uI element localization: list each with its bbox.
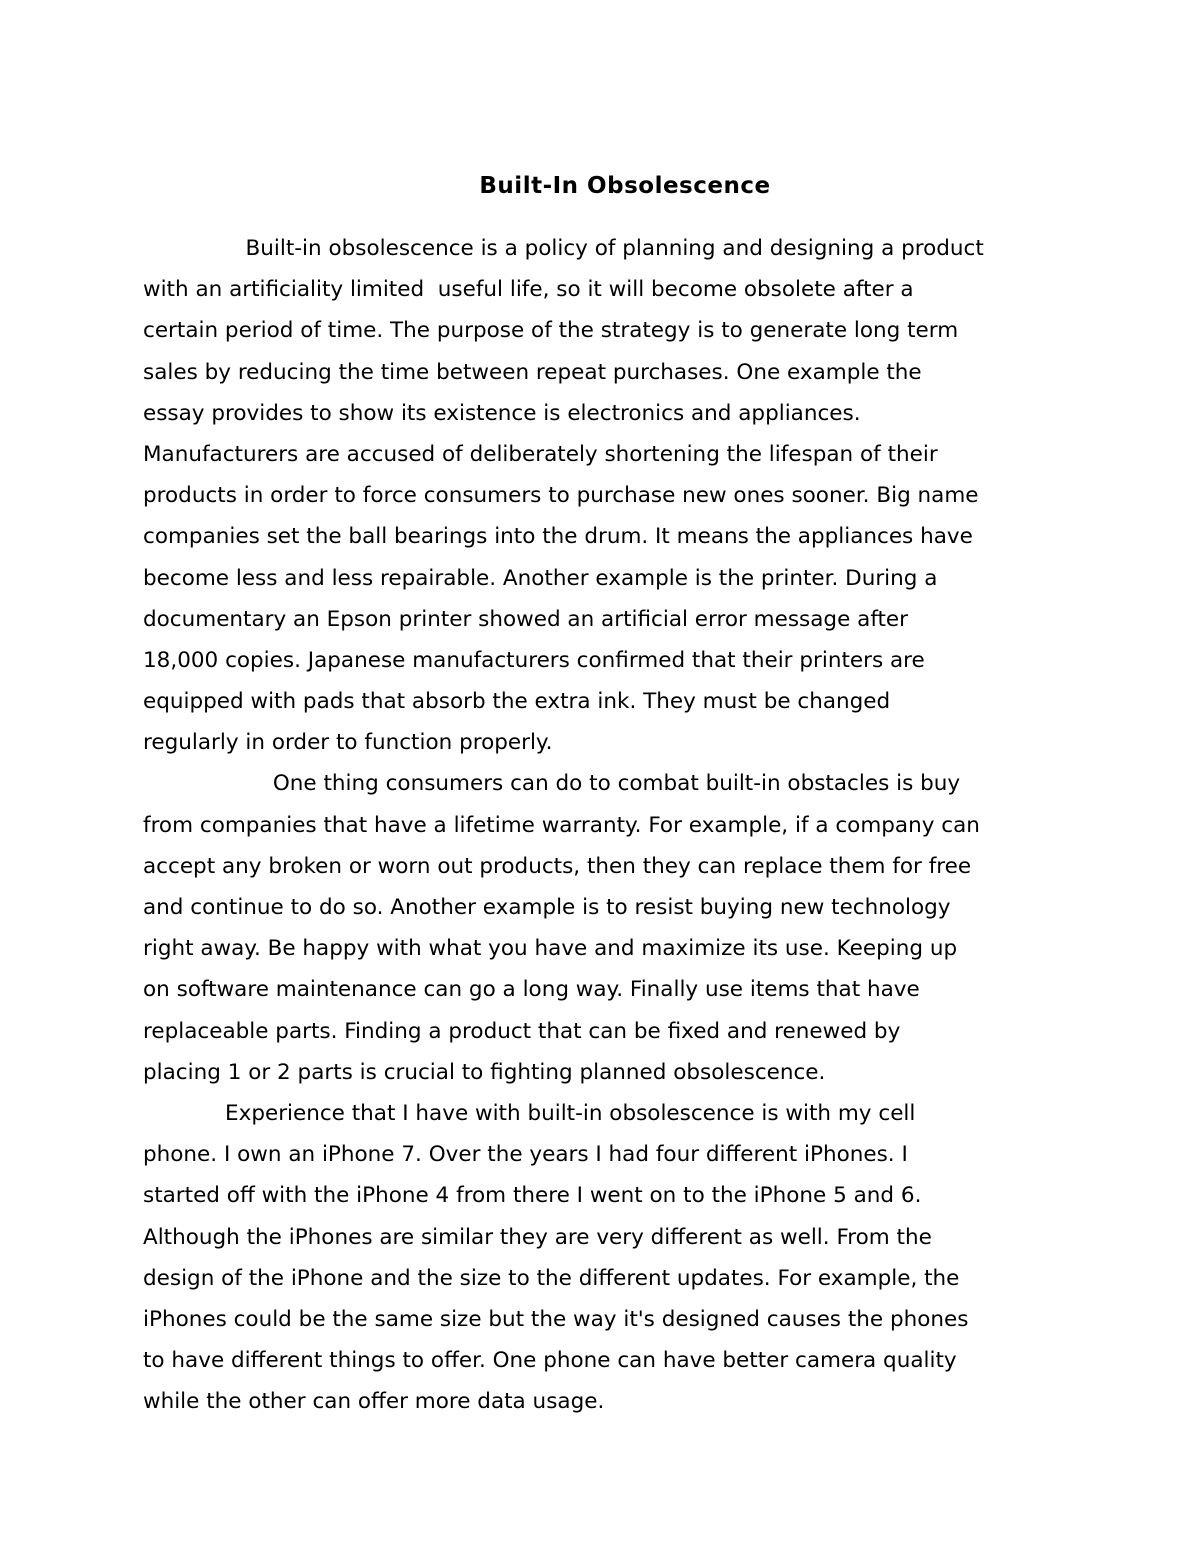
body-line: accept any broken or worn out products, then they can replace them for free [143, 853, 972, 879]
body-line: certain period of time. The purpose of the strategy is to generate long term [143, 318, 959, 344]
body-line: regularly in order to function properly. [143, 730, 553, 756]
body-line: Although the iPhones are similar they are very different as well. From the [143, 1224, 932, 1250]
body-line: placing 1 or 2 parts is crucial to fighting planned obsolescence. [143, 1059, 826, 1085]
body-line: documentary an Epson printer showed an artificial error message after [143, 606, 909, 632]
body-line: replaceable parts. Finding a product that can be fixed and renewed by [143, 1018, 901, 1044]
body-line: started off with the iPhone 4 from there I went on to the iPhone 5 and 6. [143, 1183, 922, 1209]
body-line: with an artificiality limited useful life, so it will become obsolete after a [143, 277, 914, 303]
body-line: 18,000 copies. Japanese manufacturers confirmed that their printers are [143, 647, 925, 673]
document-title: Built-In Obsolescence [479, 173, 771, 199]
body-line: Built-in obsolescence is a policy of planning and designing a product [143, 236, 984, 261]
body-line: and continue to do so. Another example is to resist buying new technology [143, 895, 951, 920]
body-line: phone. I own an iPhone 7. Over the years I had four different iPhones. I [143, 1142, 908, 1168]
body-line: right away. Be happy with what you have and maximize its use. Keeping up [143, 936, 958, 962]
document-body [143, 228, 1103, 1422]
body-line: products in order to force consumers to purchase new ones sooner. Big name [143, 483, 979, 509]
body-line: companies set the ball bearings into the drum. It means the appliances have [143, 524, 973, 550]
body-line: design of the iPhone and the size to the different updates. For example, the [143, 1265, 960, 1291]
body-line: equipped with pads that absorb the extra ink. They must be changed [143, 689, 891, 715]
body-line: while the other can offer more data usage. [143, 1389, 605, 1415]
body-line: to have different things to offer. One phone can have better camera quality [143, 1348, 957, 1374]
body-line: on software maintenance can go a long way. Finally use items that have [143, 977, 920, 1003]
body-line: One thing consumers can do to combat built-in obstacles is buy [143, 771, 961, 797]
body-line: Experience that I have with built-in obsolescence is with my cell [143, 1100, 916, 1126]
body-line: essay provides to show its existence is electronics and appliances. [143, 400, 861, 426]
body-line: sales by reducing the time between repeat purchases. One example the [143, 359, 922, 385]
body-line: from companies that have a lifetime warranty. For example, if a company can [143, 812, 980, 838]
body-line: iPhones could be the same size but the way it's designed causes the phones [143, 1306, 969, 1332]
body-line: Manufacturers are accused of deliberately shortening the lifespan of their [143, 441, 938, 467]
body-line: become less and less repairable. Another example is the printer. During a [143, 565, 938, 591]
